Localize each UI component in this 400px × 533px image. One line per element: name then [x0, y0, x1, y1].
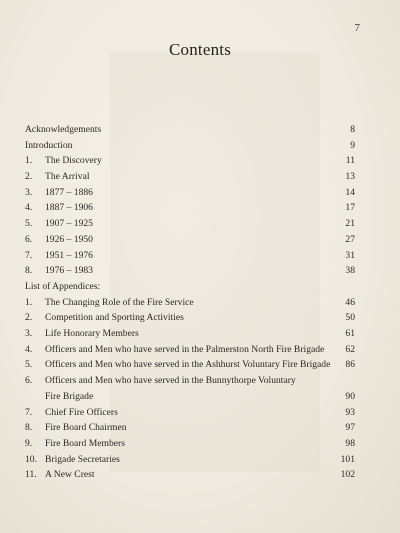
toc-entry-number: 3.: [25, 327, 33, 339]
toc-entry-chapter-8: [25, 263, 355, 279]
toc-entry-number: 4.: [25, 343, 33, 355]
toc-entry-page: 93: [345, 406, 355, 418]
toc-entry-chapter-5: [25, 216, 355, 232]
page-title: Contents: [168, 40, 232, 59]
toc-entry-appendix-5: [25, 357, 355, 373]
toc-entry-text: 1907 – 1925: [45, 218, 93, 230]
table-of-contents: [25, 122, 355, 483]
toc-entry-chapter-3: [25, 185, 355, 201]
toc-entry-page: 38: [345, 265, 355, 277]
toc-entry-number: 2.: [25, 312, 33, 324]
toc-entry-text: 1887 – 1906: [45, 202, 93, 214]
toc-entry-text: A New Crest: [45, 469, 95, 481]
toc-entry-text: 1976 – 1983: [45, 265, 93, 277]
toc-entry-text: Officers and Men who have served in the Bunnythorpe Voluntary: [45, 375, 296, 386]
toc-entry-text: Life Honorary Members: [45, 327, 139, 339]
toc-entry-text: Officers and Men who have served in the Palmerston North Fire Brigade: [45, 343, 325, 355]
toc-entry-text: List of Appendices:: [25, 280, 101, 292]
toc-entry-number: 9.: [25, 438, 33, 450]
toc-entry-number: 8.: [25, 265, 33, 277]
toc-entry-text: Brigade Secretaries: [45, 453, 120, 465]
toc-entry-number: 3.: [25, 186, 33, 198]
toc-entry-text: Competition and Sporting Activities: [45, 312, 184, 324]
toc-entry-text: The Changing Role of the Fire Service: [45, 296, 194, 308]
toc-entry-number: 5.: [25, 218, 33, 230]
toc-entry-text: 1877 – 1886: [45, 186, 93, 198]
toc-entry-page: 86: [345, 359, 355, 371]
toc-entry-chapter-4: [25, 200, 355, 216]
toc-entry-number: 1.: [25, 296, 33, 308]
toc-entry-page: 97: [345, 422, 355, 434]
toc-entry-text: 1926 – 1950: [45, 233, 93, 245]
toc-entry-page: 50: [345, 312, 355, 324]
toc-entry-page: 102: [340, 469, 355, 481]
toc-entry-number: 1.: [25, 155, 33, 167]
toc-entry-number: 7.: [25, 249, 33, 261]
toc-entry-text: Chief Fire Officers: [45, 406, 118, 418]
toc-entry-number: 10.: [25, 453, 37, 465]
toc-entry-number: 7.: [25, 406, 33, 418]
toc-entry-text: Fire Board Members: [45, 438, 125, 450]
toc-entry-number: 6.: [25, 375, 33, 386]
toc-entry-page: 13: [345, 171, 355, 183]
toc-entry-appendix-3: [25, 326, 355, 342]
toc-entry-number: 11.: [25, 469, 37, 481]
toc-entry-page: 101: [340, 453, 355, 465]
toc-entry-page: 62: [345, 343, 355, 355]
toc-entry-page: 21: [345, 218, 355, 230]
page-number: 7: [354, 22, 360, 34]
toc-entry-appendix-7: [25, 405, 355, 421]
toc-entry-page: 90: [345, 390, 355, 402]
toc-entry-page: 27: [345, 233, 355, 245]
toc-entry-appendix-1: [25, 295, 355, 311]
toc-entry-page: 98: [345, 438, 355, 450]
toc-entry-acknowledgements: [25, 122, 355, 138]
toc-entry-appendix-4: [25, 342, 355, 358]
toc-entry-number: 8.: [25, 422, 33, 434]
toc-entry-page: 17: [345, 202, 355, 214]
toc-entry-text: 1951 – 1976: [45, 249, 93, 261]
toc-entry-appendix-2: [25, 310, 355, 326]
toc-entry-appendix-6-continued: [25, 389, 355, 405]
toc-entry-number: 2.: [25, 171, 33, 183]
toc-entry-text: Fire Board Chairmen: [45, 422, 127, 434]
toc-entry-page: 14: [345, 186, 355, 198]
toc-entry-introduction: [25, 138, 355, 154]
toc-section-appendices: [25, 279, 355, 295]
toc-entry-page: 31: [345, 249, 355, 261]
toc-entry-appendix-9: [25, 436, 355, 452]
toc-entry-appendix-10: [25, 452, 355, 468]
toc-entry-appendix-8: [25, 420, 355, 436]
toc-entry-page: 61: [345, 327, 355, 339]
toc-entry-appendix-6: [25, 373, 355, 389]
toc-entry-appendix-11: [25, 467, 355, 483]
toc-entry-number: 6.: [25, 233, 33, 245]
toc-entry-page: 11: [345, 155, 355, 167]
toc-entry-number: 5.: [25, 359, 33, 371]
toc-entry-text: Officers and Men who have served in the Ashhurst Voluntary Fire Brigade: [45, 359, 331, 371]
toc-entry-page: 8: [350, 124, 355, 135]
toc-entry-text: The Discovery: [45, 155, 102, 167]
toc-entry-text: The Arrival: [45, 171, 90, 183]
toc-entry-chapter-2: [25, 169, 355, 185]
toc-entry-page: 9: [350, 139, 355, 151]
toc-entry-chapter-1: [25, 153, 355, 169]
toc-entry-text: Introduction: [25, 139, 73, 151]
toc-entry-page: 46: [345, 296, 355, 308]
toc-entry-chapter-6: [25, 232, 355, 248]
toc-entry-text: Acknowledgements: [25, 124, 102, 135]
toc-entry-number: 4.: [25, 202, 33, 214]
toc-entry-text: Fire Brigade: [45, 390, 94, 402]
toc-entry-chapter-7: [25, 248, 355, 264]
